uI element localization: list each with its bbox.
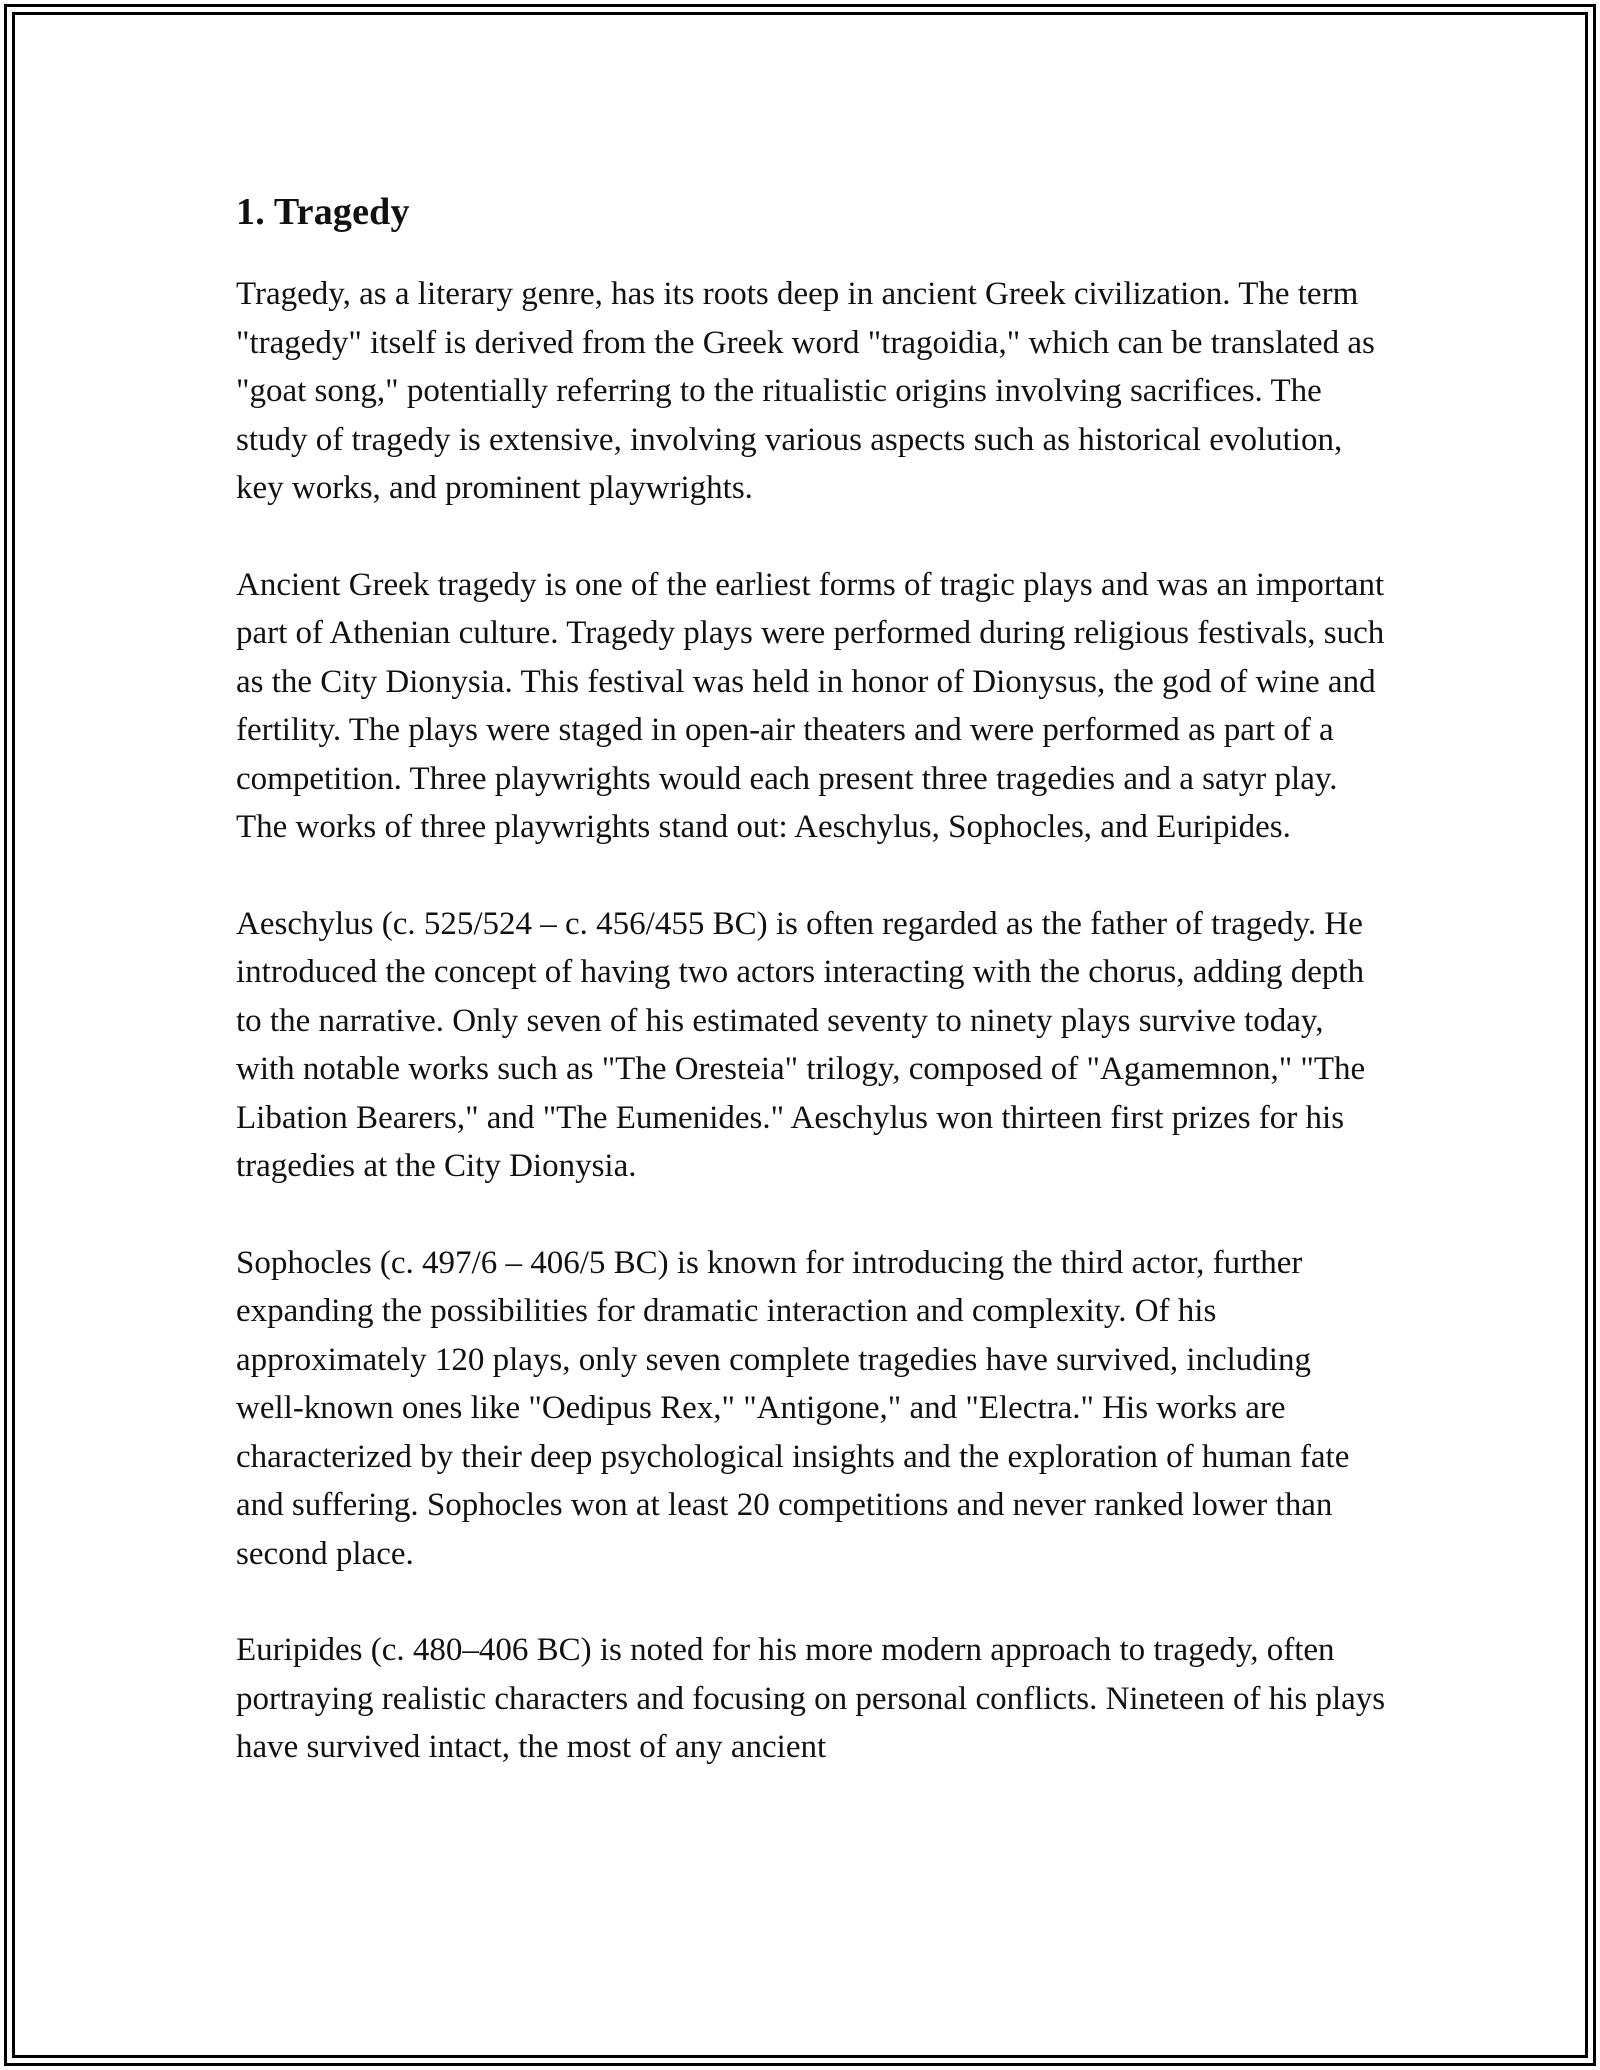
paragraph-sophocles: Sophocles (c. 497/6 – 406/5 BC) is known for introducing the third actor, further expanding the possibilities for dramatic interaction and complexity. Of his approximately 120 plays, only seven complete tragedies have survived, including well-known ones like "Oedipus Rex," "Antigone," and "Electra." His works are characterized by their deep psychological insights and the exploration of human fate and suffering. Sophocles won at least 20 competitions and never ranked lower than second place. <box>236 1244 1350 1572</box>
section-heading: 1. Tragedy <box>236 191 410 233</box>
document-body <box>236 186 1386 1820</box>
paragraph-intro: Tragedy, as a literary genre, has its roots deep in ancient Greek civilization. The term "tragedy" itself is derived from the Greek word "tragoidia," which can be translated as "goat song," potentially referring to the ritualistic origins involving sacrifices. The study of tragedy is extensive, involving various aspects such as historical evolution, key works, and prominent playwrights. <box>236 276 1375 506</box>
paragraph-aeschylus: Aeschylus (c. 525/524 – c. 456/455 BC) is often regarded as the father of tragedy. He introduced the concept of having two actors interacting with the chorus, adding depth to the narrative. Only seven of his estimated seventy to ninety plays survive today, with notable works such as "The Oresteia" trilogy, composed of "Agamemnon," "The Libation Bearers," and "The Eumenides." Aeschylus won thirteen first prizes for his tragedies at the City Dionysia. <box>236 905 1366 1184</box>
paragraph-ancient-greek-tragedy: Ancient Greek tragedy is one of the earliest forms of tragic plays and was an important part of Athenian culture. Tragedy plays were performed during religious festivals, such as the City Dionysia. This festival was held in honor of Dionysus, the god of wine and fertility. The plays were staged in open-air theaters and were performed as part of a competition. Three playwrights would each present three tragedies and a satyr play. The works of three playwrights stand out: Aeschylus, Sophocles, and Euripides. <box>236 566 1385 845</box>
paragraph-euripides: Euripides (c. 480–406 BC) is noted for his more modern approach to tragedy, often portraying realistic characters and focusing on personal conflicts. Nineteen of his plays have survived intact, the most of any ancient <box>236 1632 1386 1765</box>
